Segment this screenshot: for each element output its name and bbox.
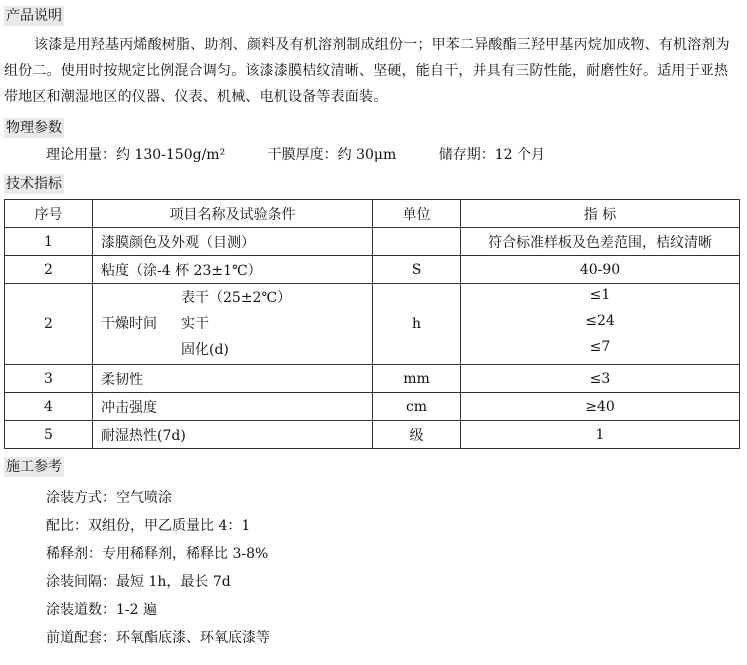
section-title-application: 施工参考 (6, 459, 62, 475)
table-row (5, 421, 740, 449)
table-row (5, 228, 740, 256)
table-row-drying (5, 284, 740, 365)
param-usage: 理论用量：约 130-150g/m² (46, 147, 226, 163)
cell-unit: cm (373, 393, 461, 421)
application-line: 涂装道数：1-2 遍 (46, 602, 157, 618)
cell-value: ≥40 (461, 393, 740, 421)
spec-table (4, 199, 740, 449)
cell-unit: h (373, 284, 461, 365)
header-no: 序号 (5, 200, 93, 228)
application-line: 涂装间隔：最短 1h，最长 7d (46, 574, 231, 590)
cell-no: 2 (5, 256, 93, 284)
section-title-product: 产品说明 (6, 8, 62, 24)
application-line: 稀释剂：专用稀释剂，稀释比 3-8% (46, 546, 269, 562)
cell-item-drying (93, 284, 373, 365)
application-line: 涂装方式：空气喷涂 (46, 490, 172, 506)
cell-unit: mm (373, 365, 461, 393)
drying-value-cure: ≤7 (589, 339, 611, 355)
table-row (5, 256, 740, 284)
application-line: 前道配套：环氧酯底漆、环氧底漆等 (46, 630, 270, 646)
cell-unit: S (373, 256, 461, 284)
section-title-technical: 技术指标 (6, 176, 62, 192)
cell-item: 冲击强度 (93, 393, 373, 421)
cell-unit (373, 228, 461, 256)
table-row (5, 365, 740, 393)
drying-value-hard: ≤24 (585, 313, 615, 329)
cell-value: 40-90 (461, 256, 740, 284)
cell-no: 3 (5, 365, 93, 393)
cell-value: 符合标准样板及色差范围，桔纹清晰 (461, 228, 740, 256)
header-value: 指 标 (461, 200, 740, 228)
cell-item: 耐湿热性(7d) (93, 421, 373, 449)
cell-no: 2 (5, 284, 93, 365)
section-title-physical: 物理参数 (6, 120, 62, 136)
drying-sub-cure: 固化(d) (181, 342, 229, 358)
cell-unit: 级 (373, 421, 461, 449)
param-film-thickness: 干膜厚度：约 30μm (267, 147, 397, 163)
drying-label: 干燥时间 (101, 316, 157, 332)
cell-no: 4 (5, 393, 93, 421)
drying-sub-hard: 实干 (181, 316, 209, 332)
header-item: 项目名称及试验条件 (93, 200, 373, 228)
cell-value: 1 (461, 421, 740, 449)
table-header-row (5, 200, 740, 228)
physical-params (46, 144, 583, 166)
cell-no: 1 (5, 228, 93, 256)
cell-item: 粘度（涂-4 杯 23±1℃） (93, 256, 373, 284)
param-shelf-life: 储存期：12 个月 (438, 147, 546, 163)
drying-sub-surface: 表干（25±2℃） (181, 290, 292, 306)
cell-value-drying (461, 284, 740, 365)
table-row (5, 393, 740, 421)
product-description: 该漆是用羟基丙烯酸树脂、助剂、颜料及有机溶剂制成组份一；甲苯二异酸酯三羟甲基丙烷加成物、有机溶剂为组份二。使用时按规定比例混合调匀。该漆漆膜桔纹清晰、坚硬，能自干，并具有三防性能，耐磨性好。适用于亚热带地区和潮湿地区的仪器、仪表、机械、电机设备等表面装。 (4, 37, 730, 105)
cell-no: 5 (5, 421, 93, 449)
drying-value-surface: ≤1 (589, 287, 611, 303)
application-line: 配比：双组份，甲乙质量比 4：1 (46, 518, 251, 534)
cell-item: 柔韧性 (93, 365, 373, 393)
cell-value: ≤3 (461, 365, 740, 393)
header-unit: 单位 (373, 200, 461, 228)
cell-item: 漆膜颜色及外观（目测） (93, 228, 373, 256)
